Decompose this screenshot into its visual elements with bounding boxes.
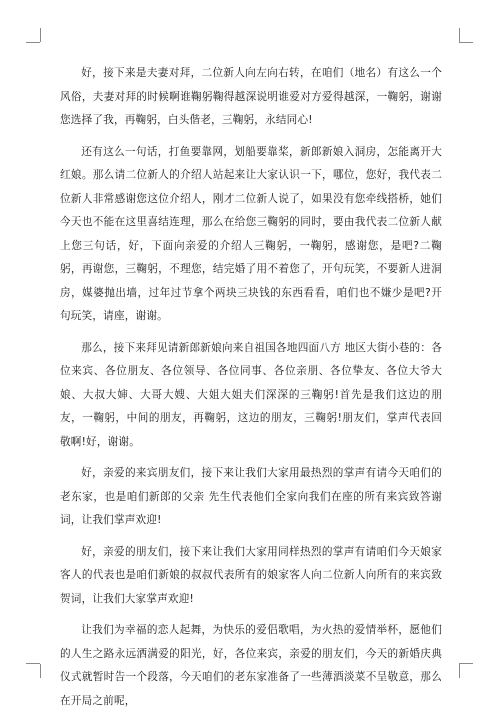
paragraph: 好，亲爱的来宾朋友们，接下来让我们大家用最热烈的掌声有请今天咱们的老东家，也是咱们新郎的父亲 先生代表他们全家向我们在座的所有来宾致答谢词，让我们掌声欢迎! <box>60 467 442 526</box>
document-body <box>60 62 442 721</box>
crop-mark-bottom-right-v <box>459 664 460 678</box>
paragraph: 让我们为幸福的恋人起舞，为快乐的爱侣歌唱，为火热的爱情举杯，愿他们的人生之路永远洒满爱的阳光，好，各位来宾，亲爱的朋友们，今天的新婚庆典仪式就暂时告一个段落，今天咱们的老东家准备了一些薄酒淡菜不呈敬意，那么在开局之前呢， <box>60 624 442 707</box>
crop-mark-bottom-right-h <box>459 663 473 664</box>
paragraph: 那么，接下来拜见请新郎新娘向来自祖国各地四面八方 地区大街小巷的：各位来宾、各位朋友、各位领导、各位同事、各位亲朋、各位挚友、各位大爷大娘、大叔大婶、大哥大嫂、大姐大姐夫们深深的三鞠躬!首先是我们这边的朋友，一鞠躬，中间的朋友，再鞠躬，这边的朋友，三鞠躬!朋友们，掌声代表回敬啊!好，谢谢。 <box>60 341 442 448</box>
paragraph: 好，亲爱的朋友们，接下来让我们大家用同样热烈的掌声有请咱们今天娘家客人的代表也是咱们新娘的叔叔代表所有的娘家客人向二位新人向所有的来宾致贺词，让我们大家掌声欢迎! <box>60 545 442 605</box>
crop-mark-top-left-h <box>26 42 40 43</box>
crop-mark-top-right-h <box>459 42 473 43</box>
crop-mark-top-left-v <box>40 28 41 42</box>
crop-mark-bottom-left-h <box>26 663 40 664</box>
paragraph: 好，接下来是夫妻对拜，二位新人向左向右转，在咱们（地名）有这么一个风俗，夫妻对拜的时候啊谁鞠躬鞠得越深说明谁爱对方爱得越深，一鞠躬，谢谢您选择了我，再鞠躬，白头偕老，三鞠躬，永结同心! <box>60 67 442 126</box>
crop-mark-bottom-left-v <box>40 664 41 678</box>
crop-mark-top-right-v <box>459 28 460 42</box>
paragraph: 还有这么一句话，打鱼要靠网，划船要靠桨，新郎新娘入洞房，怎能离开大红娘。那么请二位新人的介绍人站起来让大家认识一下，哪位，您好，我代表二位新人非常感谢您这位介绍人，刚才二位新人说了，如果没有您牵线搭桥，她们今天也不能在这里喜结连理，那么在给您三鞠躬的同时，要由我代表二位新人献上您三句话，好，下面向亲爱的介绍人三鞠躬，一鞠躬，感谢您，是吧?二鞠躬，再谢您，三鞠躬，不理您，结完婚了用不着您了，开句玩笑，不要新人进洞房，媒婆抛出墙，过年过节拿个两块三块钱的东西看看，咱们也不嫌少是吧?开句玩笑，请座，谢谢。 <box>60 145 442 322</box>
